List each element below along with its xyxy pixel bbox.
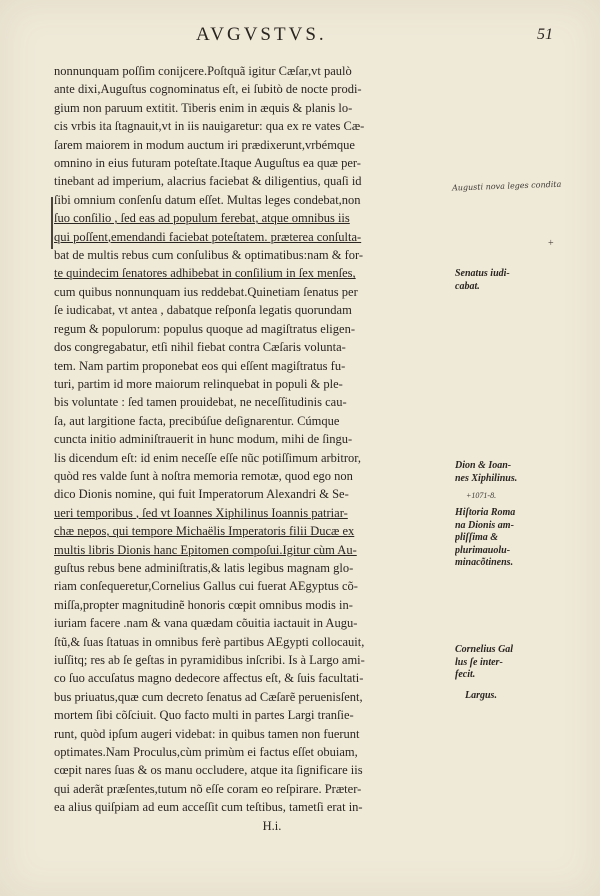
margin-note-senatus <box>455 268 565 293</box>
margin-note-line: Senatus iudi- <box>455 268 510 279</box>
running-head-title: AVGVSTVS. <box>196 24 327 45</box>
text-line: gium non paruum extitit. Tiberis enim in æquis & planis lo- <box>54 100 353 115</box>
text-line: omnino in eius futuram poteſtate.Itaque Auguſtus ea quæ per- <box>54 156 361 171</box>
text-line: regum & populorum: populus quoque ad magiſtratus eligen- <box>54 321 355 336</box>
text-line: dico Dionis nomine, qui fuit Imperatorum Alexandri & Se- <box>54 487 349 502</box>
text-line-underlined: chæ nepos, qui tempore Michaëlis Imperatoris filii Ducæ ex <box>54 524 355 539</box>
margin-note-line: cabat. <box>455 280 480 292</box>
text-line-underlined: ſuo conſilio , ſed eas ad populum ferebat, atque omnibus iis <box>54 211 350 226</box>
text-line: tem. Nam partim proponebat eos qui eſſent magiſtratus fu- <box>54 358 346 373</box>
margin-note-cornelius <box>455 644 565 682</box>
margin-note-dion <box>455 460 565 485</box>
margin-note-line: fecit. <box>455 669 476 680</box>
text-line: ſe iudicabat, vt antea , dabatque reſponſa legatis quorundam <box>54 303 352 318</box>
margin-note-line: lus ſe inter- <box>455 656 503 668</box>
text-line: bus priuatus,quæ cum decreto ſenatus ad Cæſarẽ peruenisſent, <box>54 689 363 704</box>
margin-tick-mark: + <box>548 238 554 249</box>
margin-note-line: pliſſima & <box>455 532 499 543</box>
text-line: bis voluntate : ſed tamen prouidebat, ne neceſſitudinis cau- <box>54 395 347 410</box>
text-line: iuſſitq; res ab ſe geſtas in pyramidibus inſcribi. Is à Largo ami- <box>54 653 365 667</box>
text-line-underlined: te quindecim ſenatores adhibebat in conſilium in ſex menſes, <box>54 266 356 281</box>
text-line-underlined: ueri temporibus , ſed vt Ioannes Xiphilinus Ioannis patriar- <box>54 505 348 520</box>
text-line: tinebant ad imperium, alacrius faciebat & diligentius, quaſi id <box>54 174 362 189</box>
text-line: ſibi omnium conſenſu datum eſſet. Multas leges condebat,non <box>54 192 361 207</box>
text-line: iuriam facere .nam & vana quædam cõuitia iactauit in Augu- <box>54 616 358 631</box>
text-line: ſa, aut largitione facta, precibúſue deſignarentur. Cúmque <box>54 413 340 428</box>
catchword: H.i. <box>262 818 282 833</box>
handwritten-date-note: +1071-8. <box>466 491 497 500</box>
text-line: cœpit nares ſuas & os manu occludere, atque ita ſignificare iis <box>54 763 363 778</box>
text-line: runt, quòd ipſum augeri videbat: in quibus tamen non fuerunt <box>54 726 360 741</box>
margin-note-line: Hiſtoria Roma <box>455 507 516 518</box>
text-line: cum quibus nonnunquam ius reddebat.Quinetiam ſenatus per <box>54 284 358 299</box>
margin-note-line: Largus. <box>465 690 497 701</box>
text-line: quòd res valde ſunt à noſtra memoria remotæ, quod ego non <box>54 468 353 483</box>
margin-note-line: Dion & Ioan- <box>455 460 512 471</box>
margin-mark <box>51 197 53 249</box>
text-line-underlined: multis libris Dionis hanc Epitomen compoſui.Igitur cùm Au- <box>54 542 357 557</box>
text-line: optimates.Nam Proculus,cùm primùm ei factus eſſet obuiam, <box>54 745 358 760</box>
margin-note-largus <box>465 690 575 703</box>
text-line: dos congregabatur, etſi nihil fiebat contra Cæſaris volunta- <box>54 340 346 355</box>
text-line: riam conſequeretur,Cornelius Gallus cui fuerat AEgyptus cõ- <box>54 579 358 594</box>
margin-note-line: plurimauolu- <box>455 544 511 556</box>
margin-note-line: nes Xiphilinus. <box>455 472 518 484</box>
text-line: ea alius quiſpiam ad eum acceſſit cum teſtibus, tametſi erat in- <box>54 800 363 815</box>
margin-note-historia <box>455 507 565 570</box>
text-line: ante dixi,Auguſtus cognominatus eſt, ei ſubitò de nocte prodi- <box>54 82 362 97</box>
margin-note-line: na Dionis am- <box>455 519 514 531</box>
text-line: lis dicendum eſt: id enim neceſſe eſſe nũc potiſſimum arbitror, <box>54 450 362 465</box>
margin-note-line: minacõtinens. <box>455 557 514 568</box>
text-line: co ſuo accuſatus magno dedecore affectus eſt, & ſuis facultati- <box>54 671 364 686</box>
text-line: ſtũ,& ſuas ſtatuas in omnibus ferè partibus AEgypti collocauit, <box>54 634 365 649</box>
text-line: bat de multis rebus cum conſulibus & optimatibus:nam & for- <box>54 248 364 263</box>
text-line: cuncta initio adminiſtrauerit in hunc modum, mihi de ſingu- <box>54 432 353 447</box>
text-line: cis vrbis ita ſtagnauit,vt in iis nauigaretur: qua ex re vates Cæ- <box>54 119 365 134</box>
margin-note-line: Cornelius Gal <box>455 644 514 655</box>
body-text <box>54 62 450 835</box>
text-line: ſarem maiorem in modum auctum iri prædixerunt,vrbémque <box>54 137 355 152</box>
text-line: mortem ſibi cõſciuit. Quo facto multi in partes Largi tranſie- <box>54 708 354 723</box>
text-line: nonnunquam poſſim conijcere.Poſtquã igitur Cæſar,vt paulò <box>54 64 352 78</box>
page-number: 51 <box>537 26 553 43</box>
text-line-underlined: qui poſſent,emendandi faciebat poteſtatem. præterea conſulta- <box>54 229 362 244</box>
text-line: guſtus rebus bene adminiſtratis,& latis legibus magnam glo- <box>54 560 354 575</box>
handwritten-annotation: Augusti nova leges condita <box>451 179 562 193</box>
text-line: turi, partim id more maiorum relinquebat in populi & ple- <box>54 376 343 391</box>
text-line: miſſa,propter magnitudinẽ honoris cœpit omnibus modis in- <box>54 597 353 612</box>
text-line: qui aderãt præſentes,tutum nõ eſſe coram eo reſpirare. Præter- <box>54 781 362 796</box>
